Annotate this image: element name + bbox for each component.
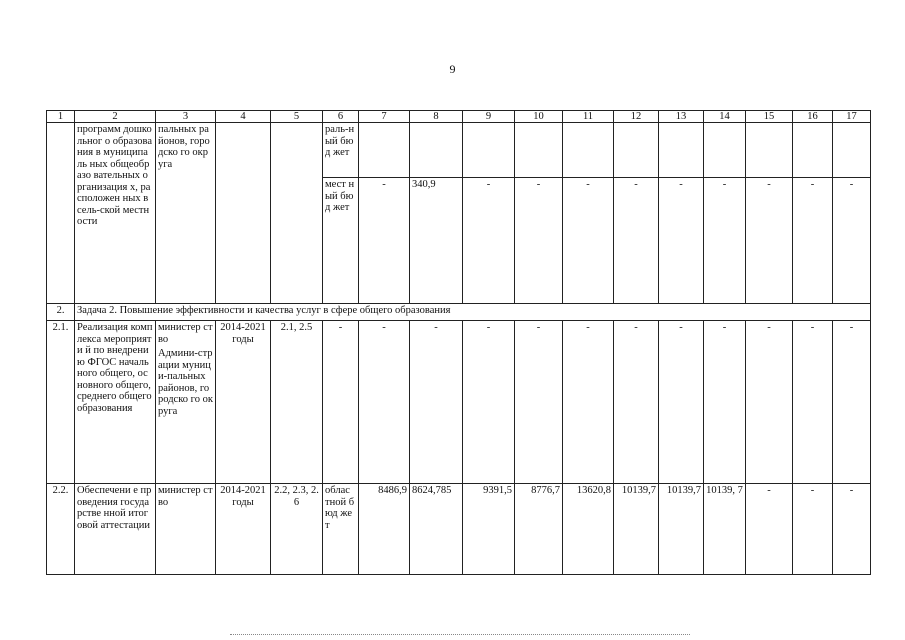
table-row bbox=[47, 123, 871, 178]
task-title: Задача 2. Повышение эффективности и качества услуг в сфере общего образования bbox=[75, 304, 871, 321]
header-cell: 6 bbox=[323, 111, 359, 123]
indicator-cell: 2.1, 2.5 bbox=[271, 321, 323, 484]
value-cell: 13620,8 bbox=[563, 484, 614, 575]
page-number: 9 bbox=[449, 62, 456, 76]
funding-source-cell: - bbox=[323, 321, 359, 484]
value-cell: 10139,7 bbox=[614, 484, 659, 575]
header-cell: 14 bbox=[704, 111, 746, 123]
header-cell: 11 bbox=[563, 111, 614, 123]
value-cell: - bbox=[614, 321, 659, 484]
header-cell: 15 bbox=[746, 111, 793, 123]
value-cell bbox=[746, 123, 793, 178]
value-cell: - bbox=[704, 321, 746, 484]
period-cell: 2014-2021 годы bbox=[216, 321, 271, 484]
header-cell: 17 bbox=[833, 111, 871, 123]
value-cell: - bbox=[704, 178, 746, 304]
value-cell: - bbox=[563, 178, 614, 304]
header-cell: 10 bbox=[515, 111, 563, 123]
header-cell: 12 bbox=[614, 111, 659, 123]
header-cell: 9 bbox=[463, 111, 515, 123]
value-cell: 10139,7 bbox=[659, 484, 704, 575]
value-cell: - bbox=[410, 321, 463, 484]
value-cell bbox=[793, 123, 833, 178]
value-cell: - bbox=[659, 321, 704, 484]
header-cell: 1 bbox=[47, 111, 75, 123]
header-cell: 16 bbox=[793, 111, 833, 123]
value-cell: 8486,9 bbox=[359, 484, 410, 575]
measure-name-cell: программ дошкольног о образования в муниципаль ных общеобразо вательных организация х, расположен ных в сель-ской местности bbox=[75, 123, 156, 304]
period-cell bbox=[216, 123, 271, 304]
value-cell: - bbox=[746, 178, 793, 304]
header-cell: 13 bbox=[659, 111, 704, 123]
header-cell: 4 bbox=[216, 111, 271, 123]
funding-source-cell: облас тной бюд жет bbox=[323, 484, 359, 575]
program-table bbox=[46, 110, 871, 575]
value-cell: 10139, 7 bbox=[704, 484, 746, 575]
scan-artifact-line bbox=[230, 634, 690, 636]
value-cell bbox=[359, 123, 410, 178]
table-row bbox=[47, 484, 871, 575]
value-cell: 8624,785 bbox=[410, 484, 463, 575]
value-cell: - bbox=[833, 321, 871, 484]
header-cell: 7 bbox=[359, 111, 410, 123]
value-cell: - bbox=[359, 321, 410, 484]
value-cell: - bbox=[833, 484, 871, 575]
value-cell bbox=[704, 123, 746, 178]
value-cell: - bbox=[793, 178, 833, 304]
value-cell: - bbox=[746, 321, 793, 484]
executor-ministry: министер ство bbox=[158, 322, 213, 345]
table-row bbox=[47, 321, 871, 484]
value-cell: 340,9 bbox=[410, 178, 463, 304]
indicator-cell bbox=[271, 123, 323, 304]
value-cell: - bbox=[515, 178, 563, 304]
executor-cell: министер ство bbox=[156, 484, 216, 575]
value-cell bbox=[659, 123, 704, 178]
funding-source-cell: раль-ный бюд жет bbox=[323, 123, 359, 178]
value-cell: - bbox=[463, 321, 515, 484]
header-cell: 8 bbox=[410, 111, 463, 123]
value-cell bbox=[410, 123, 463, 178]
funding-source-cell: мест ный бюд жет bbox=[323, 178, 359, 304]
value-cell bbox=[833, 123, 871, 178]
row-number-cell bbox=[47, 123, 75, 304]
header-row bbox=[47, 111, 871, 123]
task-row bbox=[47, 304, 871, 321]
value-cell bbox=[614, 123, 659, 178]
value-cell bbox=[515, 123, 563, 178]
row-number-cell: 2.1. bbox=[47, 321, 75, 484]
executor-administrations: Админи-страции муници-пальных районов, городско го округа bbox=[158, 348, 213, 417]
header-cell: 5 bbox=[271, 111, 323, 123]
period-cell: 2014-2021 годы bbox=[216, 484, 271, 575]
value-cell: - bbox=[833, 178, 871, 304]
value-cell: - bbox=[614, 178, 659, 304]
header-cell: 2 bbox=[75, 111, 156, 123]
value-cell: - bbox=[793, 321, 833, 484]
value-cell: - bbox=[359, 178, 410, 304]
header-cell: 3 bbox=[156, 111, 216, 123]
value-cell: - bbox=[746, 484, 793, 575]
measure-name-cell: Реализация комплекса мероприяти й по внедрению ФГОС начального общего, основного общего, среднего общего образования bbox=[75, 321, 156, 484]
value-cell: - bbox=[659, 178, 704, 304]
executor-cell bbox=[156, 321, 216, 484]
measure-name-cell: Обеспечени е проведения государстве нной итоговой аттестации bbox=[75, 484, 156, 575]
value-cell: 9391,5 bbox=[463, 484, 515, 575]
value-cell bbox=[463, 123, 515, 178]
value-cell: - bbox=[793, 484, 833, 575]
value-cell: - bbox=[515, 321, 563, 484]
value-cell: 8776,7 bbox=[515, 484, 563, 575]
row-number-cell: 2.2. bbox=[47, 484, 75, 575]
executor-cell: пальных районов, городско го округа bbox=[156, 123, 216, 304]
task-number: 2. bbox=[47, 304, 75, 321]
value-cell: - bbox=[563, 321, 614, 484]
value-cell bbox=[563, 123, 614, 178]
value-cell: - bbox=[463, 178, 515, 304]
indicator-cell: 2.2, 2.3, 2.6 bbox=[271, 484, 323, 575]
